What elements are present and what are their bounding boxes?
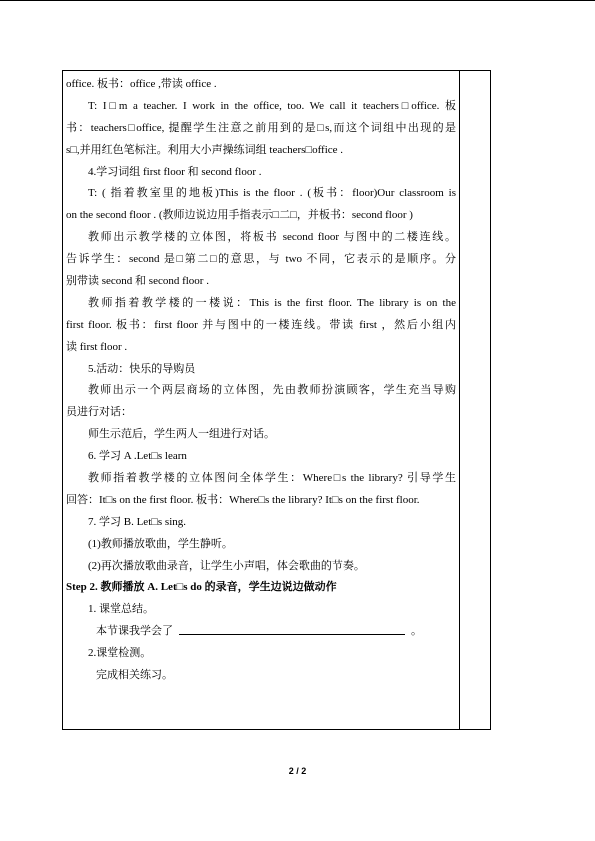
- text-line: 5.活动：快乐的导购员: [88, 362, 196, 375]
- text-line: 员进行对话：: [66, 406, 132, 419]
- text-line: 师生示范后，学生两人一组进行对话。: [88, 428, 275, 441]
- text-line: 书：teachers□office, 提醒学生注意之前用到的是□s,而这个词组中出现的是: [66, 121, 456, 134]
- text-line: 6. 学习 A .Let□s learn: [88, 450, 187, 463]
- text-line: (2)再次播放歌曲录音，让学生小声唱，体会歌曲的节奏。: [88, 559, 365, 572]
- page-number: 2 / 2: [288, 766, 307, 776]
- step-heading: Step 2. 教师播放 A. Let□s do 的录音，学生边说边做动作: [66, 581, 337, 594]
- text-line: first floor. 板书：first floor 并与图中的一楼连线。带读 first ，然后小组内: [66, 318, 456, 331]
- text-line: 4.学习词组 first floor 和 second floor .: [88, 165, 262, 178]
- text-line: s□,并用红色笔标注。利用大小声操练词组 teachers□office .: [66, 143, 344, 156]
- table-column-divider: [459, 70, 460, 730]
- text-line: 教师出示教学楼的立体图，将板书 second floor 与图中的二楼连线。: [88, 231, 456, 244]
- fill-in-blank: [179, 622, 405, 635]
- header-rule: [0, 0, 595, 1]
- text-line: T: ( 指着教室里的地板)This is the floor . (板书：floor)Our classroom is: [88, 187, 456, 200]
- text-line: 7. 学习 B. Let□s sing.: [88, 515, 187, 528]
- text-line: (1)教师播放歌曲，学生静听。: [88, 537, 233, 550]
- text-line: 教师出示一个两层商场的立体图，先由教师扮演顾客，学生充当导购: [88, 384, 456, 397]
- text-line: T: I□m a teacher. I work in the office, too. We call it teachers□office. 板: [88, 99, 456, 112]
- lesson-content: [66, 74, 456, 687]
- text-line: 回答：It□s on the first floor. 板书：Where□s the library? It□s on the first floor.: [66, 493, 420, 506]
- text-line: 教师指着教学楼的一楼说：This is the first floor. The library is on the: [88, 296, 456, 309]
- text-line: 完成相关练习。: [96, 669, 173, 682]
- summary-line: [66, 621, 456, 643]
- text-line: 读 first floor .: [66, 340, 128, 353]
- summary-prompt: 本节课我学会了: [96, 625, 173, 638]
- text-line: office. 板书：office ,带读 office .: [66, 78, 217, 90]
- summary-end: 。: [411, 625, 422, 638]
- text-line: 告诉学生：second 是□第二□的意思，与 two 不同，它表示的是顺序。分: [66, 253, 456, 266]
- text-line: 别带读 second 和 second floor .: [66, 275, 209, 288]
- text-line: 教师指着教学楼的立体图问全体学生：Where□s the library? 引导学生: [88, 472, 456, 485]
- text-line: 1. 课堂总结。: [88, 603, 154, 616]
- text-line: 2.课堂检测。: [88, 647, 152, 660]
- text-line: on the second floor . (教师边说边用手指表示□二□，并板书：second floor ): [66, 209, 413, 222]
